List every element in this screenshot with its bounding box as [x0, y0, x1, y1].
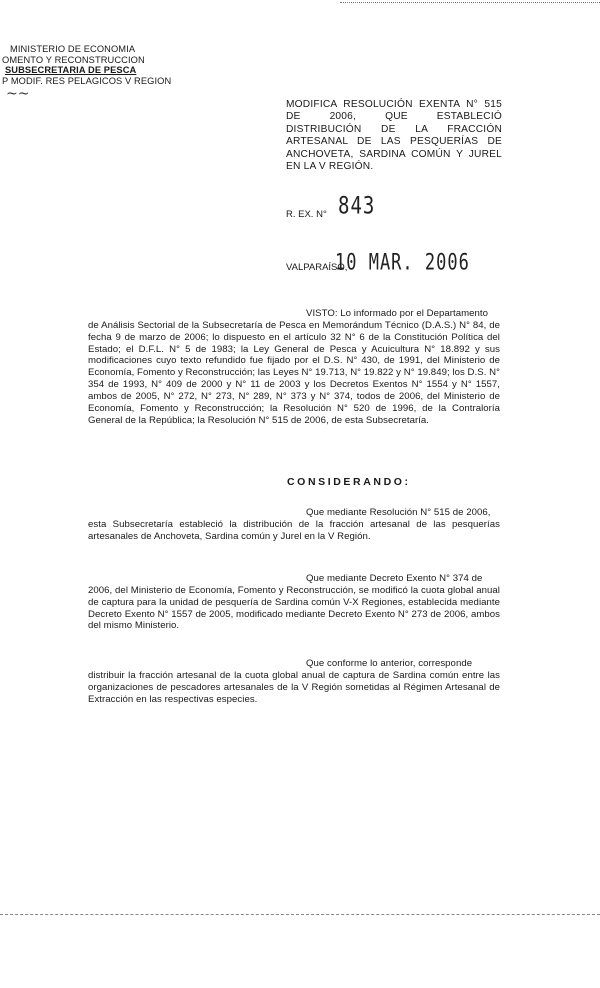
item-body: distribuir la fracción artesanal de la cuota global anual de captura de Sardina común entre las organizaciones de pescadores artesanales de la V Región sometidas al Régimen Artesanal de Extracción en las respectivas especies.: [88, 669, 500, 705]
item-first-line: Que conforme lo anterior, corresponde: [306, 658, 473, 669]
visto-paragraph: [88, 308, 500, 426]
place-label: VALPARAÍSO,: [286, 262, 348, 273]
visto-body: de Análisis Sectorial de la Subsecretaría de Pesca en Memorándum Técnico (D.A.S.) N° 84, de fecha 9 de marzo de 2006; lo dispuesto en el artículo 32 N° 6 de la Constitución Política del Estado; el D.F.L. N° 5 de 1983; la Ley General de Pesca y Acuicultura N° 18.892 y sus modificaciones cuyo texto refundido fue fijado por el D.S. N° 430, de 1991, del Ministerio de Economía, Fomento y Reconstrucción; las Leyes N° 19.713, N° 19.822 y N° 19.849; los D.S. N° 354 de 1993, N° 409 de 2000 y N° 11 de 2003 y los Decretos Exentos N° 1554 y N° 1557, ambos de 2005, N° 272, N° 273, N° 289, N° 373 y N° 374, todos de 2006, del Ministerio de Economía, Fomento y Reconstrucción; la Resolución N° 520 de 1996, de la Contraloría General de la República; la Resolución N° 515 de 2006, de esta Subsecretaría.: [88, 319, 500, 426]
ministry-line: MINISTERIO DE ECONOMIA: [10, 44, 136, 54]
item-body: 2006, del Ministerio de Economía, Fomento y Reconstrucción, se modificó la cuota global anual de captura para la unidad de pesquería de Sardina común V-X Regiones, establecida mediante Decreto Exento N° 1557 de 2005, modificado mediante Decreto Exento N° 273 de 2006, ambos del mismo Ministerio.: [88, 584, 500, 632]
bottom-scan-edge: [0, 914, 600, 917]
considerando-item-3: [88, 658, 500, 705]
visto-first-line: VISTO: Lo informado por el Departamento: [306, 308, 489, 319]
resolution-number-stamp: 843: [338, 192, 376, 220]
considerando-heading: CONSIDERANDO:: [287, 476, 411, 488]
handwritten-initials: ~~: [6, 86, 30, 102]
considerando-item-2: [88, 573, 500, 632]
ministry-header: [2, 44, 171, 86]
top-scan-edge: [340, 2, 600, 7]
item-body: esta Subsecretaría estableció la distribución de la fracción artesanal de las pesquerías artesanales de Anchoveta, Sardina común y Jurel en la V Región.: [88, 518, 500, 542]
resolution-label: R. EX. N°: [286, 209, 327, 220]
item-first-line: Que mediante Resolución N° 515 de 2006,: [306, 507, 491, 518]
document-title: MODIFICA RESOLUCIÓN EXENTA N° 515 DE 2006, QUE ESTABLECIÓ DISTRIBUCIÓN DE LA FRACCIÓN ARTESANAL DE LAS PESQUERÍAS DE ANCHOVETA, SARDINA COMÚN Y JUREL EN LA V REGIÓN.: [286, 99, 502, 173]
ministry-subline: OMENTO Y RECONSTRUCCION: [2, 54, 145, 65]
item-first-line: Que mediante Decreto Exento N° 374 de: [306, 573, 483, 584]
file-reference: P MODIF. RES PELAGICOS V REGION: [2, 75, 172, 86]
considerando-item-1: [88, 507, 500, 543]
subsecretaria-line: SUBSECRETARIA DE PESCA: [5, 65, 137, 75]
date-stamp: 10 MAR. 2006: [335, 250, 470, 276]
